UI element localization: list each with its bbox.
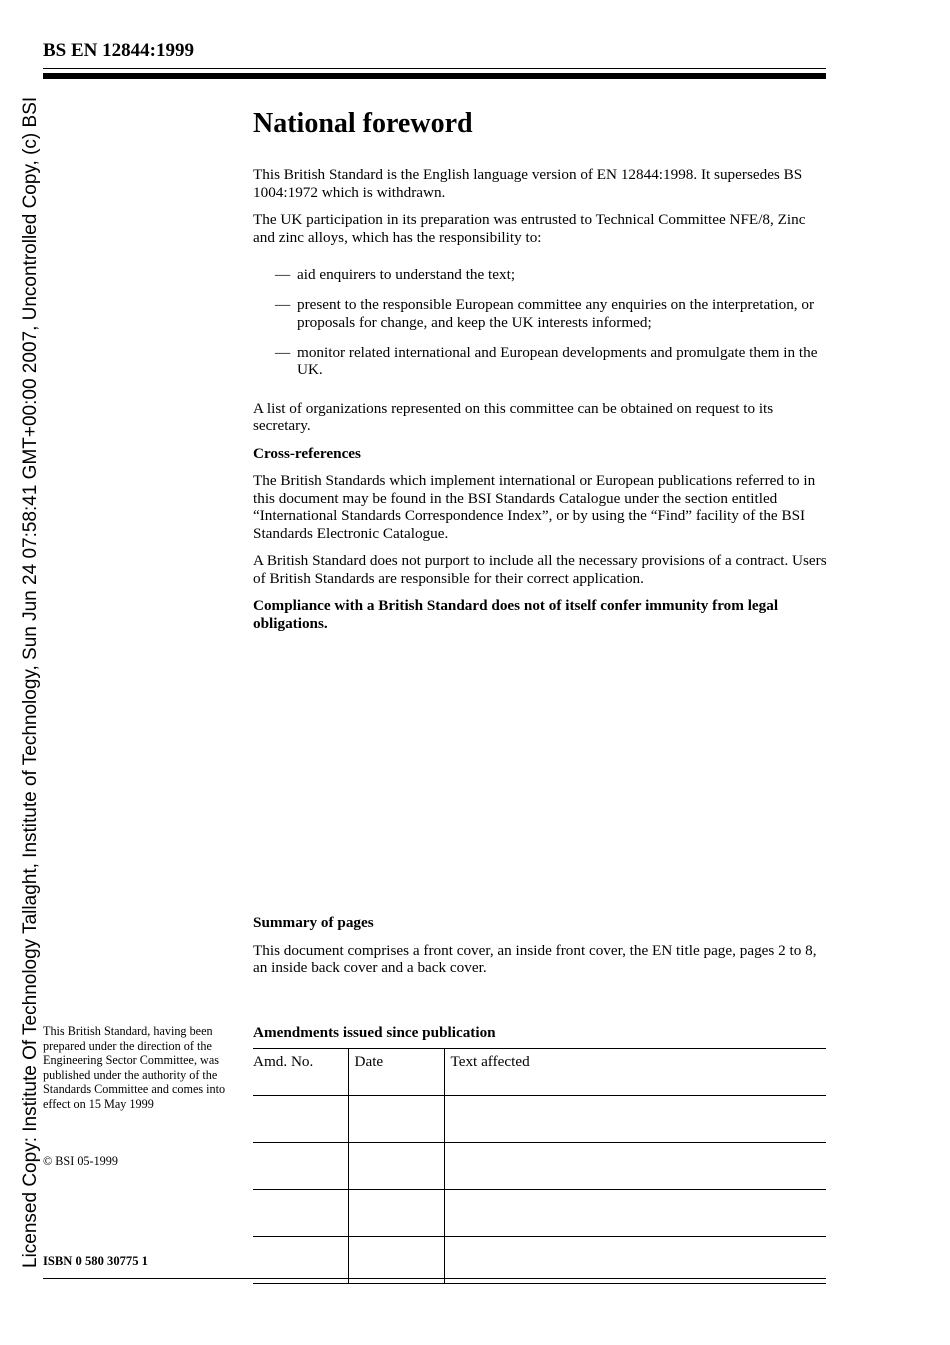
table-cell (444, 1096, 826, 1143)
publication-note: This British Standard, having been prepared under the direction of the Engineering Sector Committee, was published under the authority of the Standards Committee and comes into effect on 15 May 1999 (43, 1024, 226, 1111)
table-cell (253, 1096, 348, 1143)
responsibility-list (253, 266, 828, 379)
list-item-text: present to the responsible European committee any enquiries on the interpretation, or proposals for change, and keep the UK interests informed; (297, 296, 815, 331)
crossref-heading: Cross-references (253, 444, 361, 462)
header-rule-thick (43, 73, 826, 79)
license-watermark: Licensed Copy: Institute Of Technology Tallaght, Institute of Technology, Sun Jun 24 07:58:41 GMT+00:00 2007, Uncontrolled Copy, (c) BSI (20, 96, 41, 1268)
dash-marker: — (275, 343, 291, 361)
table-header-row (253, 1049, 826, 1096)
crossref-paragraph: The British Standards which implement international or European publications referred to in this document may be found in the BSI Standards Catalogue under the section entitled “International Standards Correspondence Index”, or by using the “Find” facility of the BSI Standards Electronic Catalogue. (253, 472, 816, 542)
table-cell (253, 1190, 348, 1237)
summary-heading: Summary of pages (253, 914, 374, 931)
amendments-table (253, 1048, 826, 1284)
organizations-paragraph: A list of organizations represented on this committee can be obtained on request to its secretary. (253, 399, 774, 434)
table-row (253, 1190, 826, 1237)
amendments-heading: Amendments issued since publication (253, 1024, 496, 1041)
table-cell (253, 1143, 348, 1190)
table-row (253, 1143, 826, 1190)
table-row (253, 1096, 826, 1143)
list-item-text: monitor related international and European developments and promulgate them in the UK. (297, 343, 818, 378)
table-cell (348, 1143, 444, 1190)
compliance-statement: Compliance with a British Standard does not of itself confer immunity from legal obligations. (253, 597, 779, 632)
footer-rule (43, 1278, 826, 1279)
table-cell (444, 1143, 826, 1190)
page-title: National foreword (253, 108, 473, 139)
table-row (253, 1237, 826, 1284)
list-item (253, 344, 828, 379)
table-cell (348, 1237, 444, 1284)
dash-marker: — (275, 266, 291, 283)
isbn-number: ISBN 0 580 30775 1 (43, 1254, 148, 1268)
dash-marker: — (275, 296, 291, 313)
column-header-date: Date (348, 1049, 444, 1096)
list-item (253, 266, 828, 284)
list-item (253, 296, 828, 331)
summary-text: This document comprises a front cover, an inside front cover, the EN title page, pages 2 to 8, an inside back cover and a back cover. (253, 941, 817, 976)
intro-paragraph: This British Standard is the English language version of EN 12844:1998. It supersedes BS 1004:1972 which is withdrawn. (253, 166, 803, 201)
table-cell (348, 1096, 444, 1143)
list-item-text: aid enquirers to understand the text; (297, 266, 516, 283)
national-foreword-section (253, 106, 828, 642)
table-cell (444, 1237, 826, 1284)
table-cell (444, 1190, 826, 1237)
summary-section (253, 914, 828, 987)
table-cell (348, 1190, 444, 1237)
column-header-text-affected: Text affected (444, 1049, 826, 1096)
committee-paragraph: The UK participation in its preparation was entrusted to Technical Committee NFE/8, Zinc and zinc alloys, which has the responsibility to: (253, 211, 806, 246)
column-header-amd-no: Amd. No. (253, 1049, 348, 1096)
table-cell (253, 1237, 348, 1284)
document-id: BS EN 12844:1999 (43, 40, 194, 61)
copyright-notice: © BSI 05-1999 (43, 1154, 118, 1168)
provisions-paragraph: A British Standard does not purport to include all the necessary provisions of a contract. Users of British Standards are responsible for their correct application. (253, 552, 827, 587)
header-rule-thin (43, 68, 826, 69)
